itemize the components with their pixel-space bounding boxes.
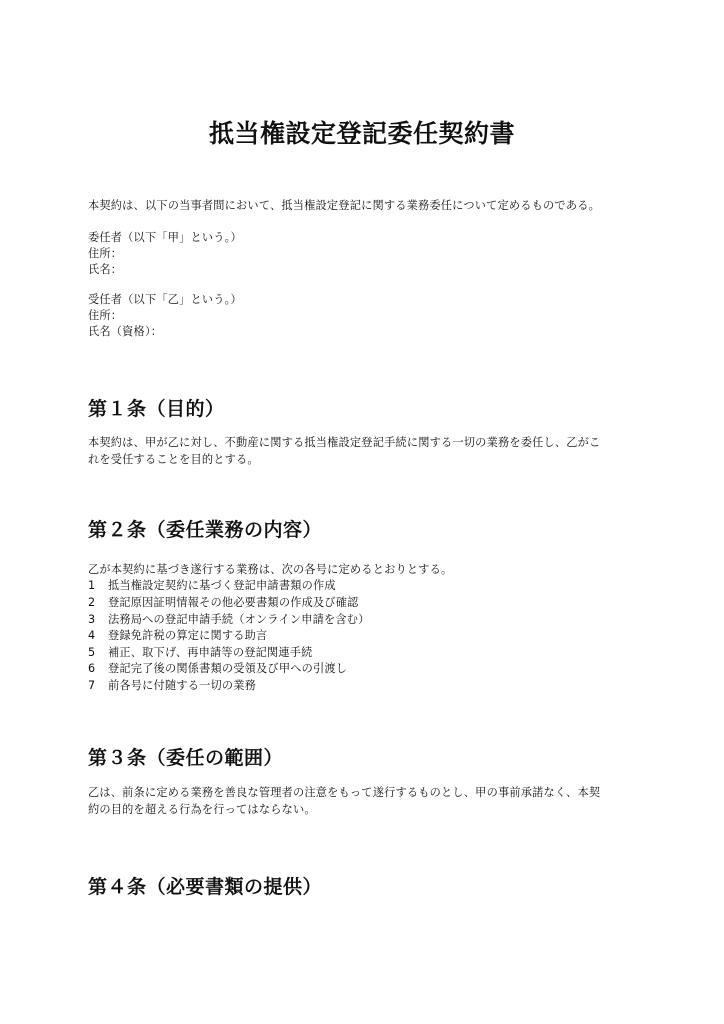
article-2-item-4 [88,628,267,644]
article-2-item-5 [88,645,313,661]
item-text: 法務局への登記申請手続（オンライン申請を含む） [108,613,370,626]
article-3-heading: 第３条（委任の範囲） [88,747,284,769]
article-2-lead: 乙が本契約に基づき遂行する業務は、次の各号に定めるとおりとする。 [88,563,453,576]
article-1-line-2: れを受任することを目的とする。 [88,453,259,466]
item-text: 登記原因証明情報その他必要書類の作成及び確認 [108,596,359,609]
party-b-heading: 受任者（以下「乙」という。） [88,293,242,306]
article-2-item-7 [88,678,256,694]
item-text: 登記完了後の関係書類の受領及び甲への引渡し [108,662,348,675]
item-number: 1 [88,579,96,592]
article-4-heading: 第４条（必要書類の提供） [88,876,323,898]
article-3-line-2: 約の目的を超える行為を行ってはならない。 [88,803,316,816]
intro-text: 本契約は、以下の当事者間において、抵当権設定登記に関する業務委任について定めるものである。 [88,199,600,212]
item-text: 前各号に付随する一切の業務 [108,679,257,692]
article-1-line-1: 本契約は、甲が乙に対し、不動産に関する抵当権設定登記手続に関する一切の業務を委任し、乙がこ [88,436,601,449]
party-a-address-label: 住所： [88,247,123,260]
item-number: 3 [88,613,96,626]
item-number: 4 [88,629,96,642]
item-number: 5 [88,646,96,659]
document-title: 抵当権設定登記委任契約書 [208,119,515,148]
article-2-heading: 第２条（委任業務の内容） [88,519,323,541]
item-text: 補正、取下げ、再申請等の登記関連手続 [108,646,313,659]
item-text: 抵当権設定契約に基づく登記申請書類の作成 [108,579,336,592]
item-number: 2 [88,596,96,609]
article-2-item-2 [88,595,359,611]
party-b-name-label: 氏名（資格）： [88,325,163,338]
item-number: 6 [88,662,96,675]
article-2-item-6 [88,661,347,677]
party-a-name-label: 氏名： [88,263,123,276]
article-2-item-3 [88,612,370,628]
article-3-line-1: 乙は、前条に定める業務を善良な管理者の注意をもって遂行するものとし、甲の事前承諾なく、本契 [88,786,601,799]
party-a-heading: 委任者（以下「甲」という。） [88,231,242,244]
item-number: 7 [88,679,96,692]
item-text: 登録免許税の算定に関する助言 [108,629,268,642]
article-1-heading: 第１条（目的） [88,398,225,420]
party-b-address-label: 住所： [88,309,123,322]
article-2-item-1 [88,578,336,594]
